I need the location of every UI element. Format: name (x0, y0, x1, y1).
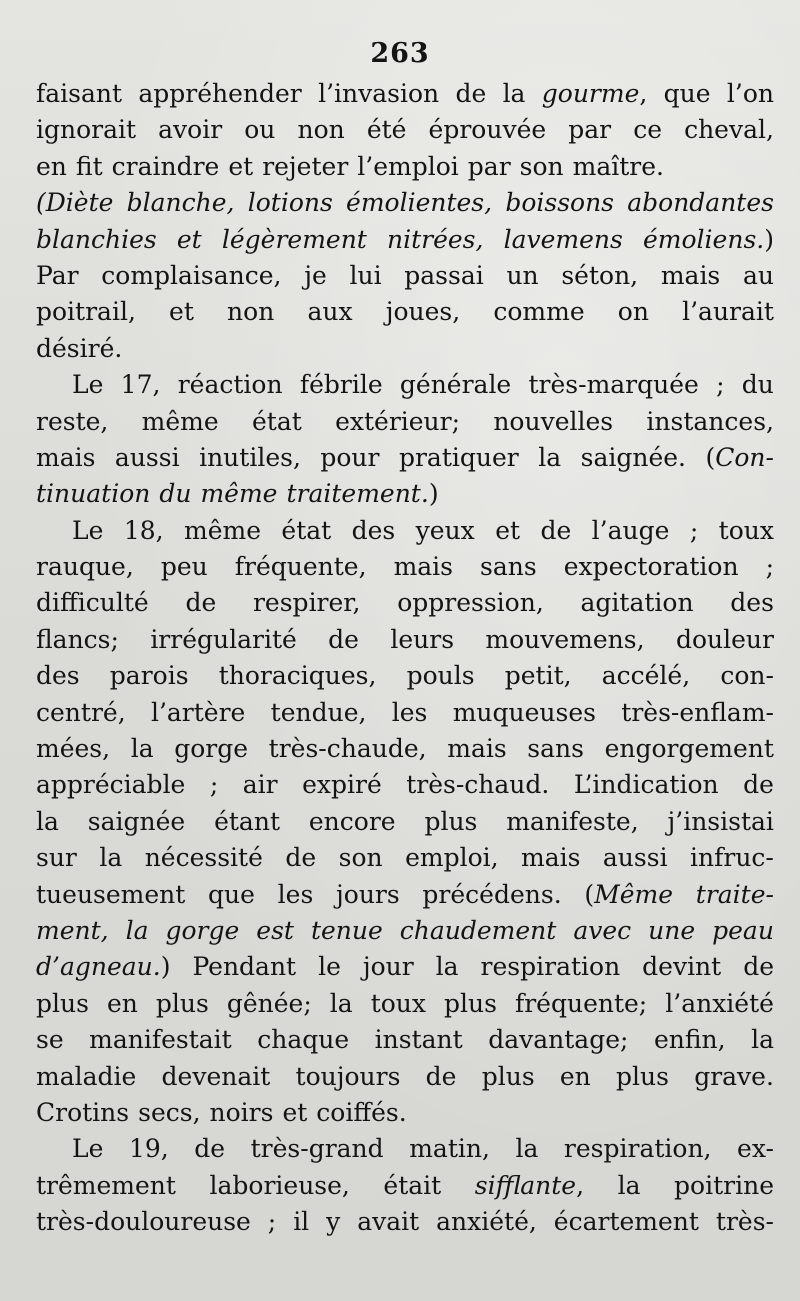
word: nécessité (144, 843, 263, 873)
word: avait (357, 1207, 420, 1237)
word: plus (36, 988, 89, 1018)
word: maître. (572, 151, 664, 181)
word: que (208, 879, 255, 909)
word: les (391, 697, 428, 727)
word: traitement.) (286, 479, 439, 509)
word: blanche, (126, 188, 235, 218)
word: de (540, 515, 572, 545)
word: plus (155, 988, 209, 1018)
text-line (36, 149, 774, 185)
word: très-enflam- (621, 697, 774, 727)
word: au (742, 260, 774, 290)
word: émoliens.) (643, 224, 774, 254)
word: 18, (123, 515, 164, 545)
word: passai (404, 260, 484, 290)
word: oppression, (397, 588, 544, 618)
word: un (506, 260, 539, 290)
text-line (36, 222, 774, 258)
word: extérieur; (335, 406, 461, 436)
word: l’aurait (682, 297, 774, 327)
word: chaudement (399, 915, 557, 945)
word: de (194, 1134, 226, 1164)
word: craindre (111, 151, 220, 181)
word: coiffés. (316, 1097, 407, 1127)
word: émolientes, (346, 188, 493, 218)
word: faisant (36, 79, 123, 108)
word: très-grand (250, 1134, 384, 1164)
word: avoir (158, 115, 223, 145)
word: état (251, 406, 302, 436)
word: rauque, (36, 552, 134, 582)
word: pour (320, 442, 380, 472)
word: respirer, (252, 588, 361, 618)
text-line (36, 585, 774, 621)
word: ce (633, 115, 662, 145)
word: saignée. (580, 442, 686, 472)
word: en (106, 988, 138, 1018)
text-line (36, 986, 774, 1022)
word: manifeste, (506, 806, 639, 836)
word: tenue (310, 915, 383, 945)
word: reste, (36, 406, 109, 436)
word: avec (573, 915, 632, 945)
word: été (366, 115, 407, 145)
word: matin, (409, 1134, 490, 1164)
word: non (227, 297, 275, 327)
word: 19, (128, 1134, 169, 1164)
word: ignorait (36, 115, 137, 145)
word: thoraciques, (218, 661, 377, 691)
text-line (36, 404, 774, 440)
word: rejeter (262, 151, 349, 181)
word: la (125, 915, 149, 945)
word: même (141, 406, 219, 436)
text-line (36, 731, 774, 767)
word: toujours (295, 1061, 401, 1091)
word: leurs (390, 624, 455, 654)
text-line (36, 476, 774, 512)
word: en (36, 151, 67, 181)
word: peu (160, 552, 208, 582)
page-body-text (36, 76, 774, 1241)
word: des (36, 661, 80, 691)
word: mouvemens, (485, 624, 645, 654)
word: réaction (177, 370, 283, 400)
word: joues, (385, 297, 461, 327)
text-line (36, 695, 774, 731)
word: poitrine (674, 1170, 774, 1200)
word: gênée; (226, 988, 312, 1018)
word: saignée (87, 806, 186, 836)
word: con- (720, 661, 774, 691)
word: Pendant (192, 952, 297, 982)
word: plus (424, 806, 478, 836)
word: plus (481, 1061, 535, 1091)
word: par (467, 151, 511, 181)
word: mais (447, 734, 507, 764)
word: ; (267, 1207, 277, 1237)
word: il (293, 1207, 310, 1237)
word: très-chaud. (406, 770, 550, 800)
word: sans (527, 734, 584, 764)
word: sans (480, 552, 537, 582)
word: des (730, 588, 774, 618)
text-line (36, 658, 774, 694)
word: centré, (36, 697, 126, 727)
word: mais (393, 552, 453, 582)
word: du (741, 370, 774, 400)
word: toux (370, 988, 426, 1018)
word: fréquente; (514, 988, 648, 1018)
text-line (36, 1095, 774, 1131)
word: expiré (302, 770, 382, 800)
word: noirs (209, 1097, 274, 1127)
word: se (36, 1025, 64, 1055)
word: appréhender (138, 79, 302, 108)
word: L’indication (573, 770, 719, 800)
word: ; (716, 370, 725, 400)
text-line (36, 367, 774, 403)
word: anxiété, (436, 1207, 537, 1237)
word: yeux (415, 515, 475, 545)
word: chaque (257, 1025, 350, 1055)
word: engorgement (604, 734, 774, 764)
word: y (326, 1207, 341, 1237)
word: complaisance, (101, 260, 282, 290)
word: gorge (174, 734, 249, 764)
word: on (617, 297, 649, 327)
word: manifestait (89, 1025, 232, 1055)
word: enfin, (653, 1025, 726, 1055)
word: comme (493, 297, 585, 327)
word: le (318, 952, 341, 982)
word: (Con- (705, 442, 774, 472)
word: d’agneau.) (36, 952, 171, 982)
text-line (36, 112, 774, 148)
word: précédens. (422, 879, 562, 909)
word: ; (209, 770, 219, 800)
word: les (277, 879, 314, 909)
word: de (455, 79, 487, 108)
word: secs, (138, 1097, 201, 1127)
word: la (329, 988, 353, 1018)
word: très-chaude, (268, 734, 427, 764)
word: même (183, 515, 261, 545)
word: agitation (580, 588, 694, 618)
text-line (36, 622, 774, 658)
word: instant (374, 1025, 463, 1055)
word: la (538, 442, 562, 472)
word: abondantes (627, 188, 774, 218)
word: générale (399, 370, 512, 400)
word: encore (308, 806, 396, 836)
word: trêmement (36, 1170, 176, 1200)
word: est (256, 915, 294, 945)
word: nouvelles (493, 406, 614, 436)
word: plus (444, 988, 497, 1018)
word: la (130, 734, 154, 764)
word: pouls (406, 661, 475, 691)
word: fréquente, (234, 552, 367, 582)
word: devenait (161, 1061, 271, 1091)
text-line (36, 840, 774, 876)
text-line (36, 767, 774, 803)
word: et (169, 297, 194, 327)
word: et (228, 151, 254, 181)
word: lui (349, 260, 382, 290)
word: respiration, (563, 1134, 712, 1164)
word: une (648, 915, 696, 945)
text-line (36, 1204, 774, 1240)
word: état (281, 515, 332, 545)
word: mais (660, 260, 721, 290)
word: (Diète (36, 188, 114, 218)
word: Par (36, 260, 79, 290)
word: aussi (114, 442, 180, 472)
text-line (36, 331, 774, 367)
word: je (304, 260, 327, 290)
word: toux (718, 515, 774, 545)
word: par (568, 115, 612, 145)
word: respiration (480, 952, 621, 982)
word: parois (109, 661, 189, 691)
word: écartement (553, 1207, 699, 1237)
word: gorge (165, 915, 240, 945)
word: éprouvée (428, 115, 547, 145)
word: peau (712, 915, 774, 945)
word: expectoration (563, 552, 739, 582)
text-line (36, 1022, 774, 1058)
word: lotions (247, 188, 333, 218)
word: sifflante, (474, 1170, 585, 1200)
word: plus (616, 1061, 669, 1091)
word: cheval, (684, 115, 774, 145)
word: Le (72, 515, 104, 545)
text-line (36, 1131, 774, 1167)
word: pratiquer (398, 442, 519, 472)
word: aux (307, 297, 353, 327)
word: l’emploi (357, 151, 459, 181)
word: la (99, 843, 123, 873)
word: poitrail, (36, 297, 136, 327)
word: l’on (726, 79, 774, 108)
word: instances, (646, 406, 774, 436)
word: très-marquée (528, 370, 699, 400)
word: la (36, 806, 59, 836)
word: j’insistai (667, 806, 774, 836)
word: non (297, 115, 345, 145)
word: boissons (505, 188, 615, 218)
word: et (176, 224, 202, 254)
word: (Même (584, 879, 674, 909)
text-line (36, 258, 774, 294)
word: mais (36, 442, 96, 472)
word: de (285, 843, 317, 873)
word: de (185, 588, 217, 618)
word: ment, (36, 915, 109, 945)
word: de (743, 952, 774, 982)
word: la (617, 1170, 641, 1200)
text-line (36, 185, 774, 221)
word: blanchies (36, 224, 157, 254)
word: sur (36, 843, 77, 873)
word: de (425, 1061, 457, 1091)
word: grave. (694, 1061, 774, 1091)
word: des (351, 515, 396, 545)
word: tueusement (36, 879, 186, 909)
word: irrégularité (150, 624, 297, 654)
text-line (36, 877, 774, 913)
word: difficulté (36, 588, 149, 618)
word: l’auge (591, 515, 670, 545)
word: flancs; (36, 624, 119, 654)
word: jours (336, 879, 400, 909)
word: que (663, 79, 711, 108)
word: désiré. (36, 333, 123, 363)
word: et (495, 515, 521, 545)
word: Le (72, 370, 104, 400)
text-line (36, 913, 774, 949)
word: laborieuse, (209, 1170, 350, 1200)
text-line (36, 513, 774, 549)
word: son (338, 843, 383, 873)
word: en (559, 1061, 591, 1091)
word: inutiles, (199, 442, 301, 472)
word: étant (214, 806, 280, 836)
word: de (328, 624, 359, 654)
word: la (502, 79, 526, 108)
word: très-douloureuse (36, 1207, 251, 1237)
word: muqueuses (452, 697, 596, 727)
word: son (519, 151, 564, 181)
word: tinuation (36, 479, 151, 509)
text-line (36, 549, 774, 585)
word: emploi, (405, 843, 499, 873)
word: ou (244, 115, 276, 145)
word: ; (765, 552, 774, 582)
word: accélé, (601, 661, 691, 691)
word: ex- (737, 1134, 774, 1164)
word: légèrement (221, 224, 367, 254)
word: très- (715, 1207, 774, 1237)
word: de (743, 770, 774, 800)
word: l’artère (150, 697, 246, 727)
word: la (751, 1025, 774, 1055)
word: et (282, 1097, 308, 1127)
word: douleur (675, 624, 774, 654)
word: infruc- (690, 843, 774, 873)
page-number: 263 (370, 38, 430, 69)
word: fébrile (299, 370, 383, 400)
word: séton, (561, 260, 639, 290)
text-line (36, 1168, 774, 1204)
word: 17, (120, 370, 161, 400)
word: tendue, (270, 697, 367, 727)
word: même (200, 479, 278, 509)
word: maladie (36, 1061, 137, 1091)
word: fit (75, 151, 103, 181)
word: mais (521, 843, 581, 873)
word: l’anxiété (665, 988, 774, 1018)
word: nitrées, (386, 224, 484, 254)
word: lavemens (503, 224, 623, 254)
word: Crotins (36, 1097, 130, 1127)
text-line (36, 76, 774, 112)
word: appréciable (36, 770, 186, 800)
text-line (36, 949, 774, 985)
word: aussi (602, 843, 668, 873)
word: jour (362, 952, 414, 982)
word: du (159, 479, 192, 509)
word: petit, (504, 661, 572, 691)
text-line (36, 440, 774, 476)
word: la (435, 952, 459, 982)
word: air (242, 770, 278, 800)
text-line (36, 294, 774, 330)
text-line (36, 1059, 774, 1095)
word: était (383, 1170, 442, 1200)
word: devint (642, 952, 722, 982)
word: mées, (36, 734, 111, 764)
word: Le (72, 1134, 104, 1164)
text-line (36, 804, 774, 840)
word: traite- (695, 879, 774, 909)
word: davantage; (488, 1025, 629, 1055)
word: ; (689, 515, 699, 545)
word: l’invasion (318, 79, 440, 108)
word: la (515, 1134, 539, 1164)
word: gourme, (541, 79, 648, 108)
